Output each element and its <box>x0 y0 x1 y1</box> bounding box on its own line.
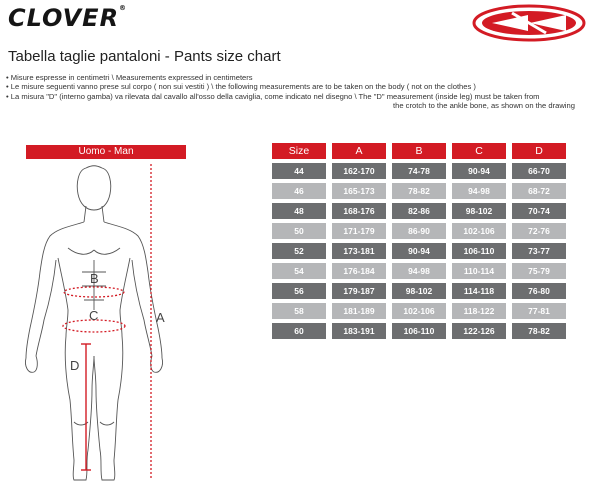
c-cell: 102-106 <box>452 223 506 239</box>
d-cell: 66-70 <box>512 163 566 179</box>
header-size: Size <box>272 143 326 159</box>
clover-emblem-icon <box>470 3 588 43</box>
b-cell: 98-102 <box>392 283 446 299</box>
label-d: D <box>70 358 80 373</box>
table-row <box>272 283 566 299</box>
header-b: B <box>392 143 446 159</box>
a-cell: 173-181 <box>332 243 386 259</box>
table-row <box>272 323 566 339</box>
b-cell: 82-86 <box>392 203 446 219</box>
table-row <box>272 223 566 239</box>
a-cell: 168-176 <box>332 203 386 219</box>
a-cell: 165-173 <box>332 183 386 199</box>
b-cell: 94-98 <box>392 263 446 279</box>
size-cell: 56 <box>272 283 326 299</box>
size-cell: 50 <box>272 223 326 239</box>
b-cell: 106-110 <box>392 323 446 339</box>
size-cell: 58 <box>272 303 326 319</box>
label-b: B <box>90 271 99 286</box>
table-header-row <box>272 143 566 159</box>
a-cell: 179-187 <box>332 283 386 299</box>
c-cell: 122-126 <box>452 323 506 339</box>
a-cell: 171-179 <box>332 223 386 239</box>
note-line: • Misure espresse in centimetri \ Measurements expressed in centimeters <box>6 73 253 82</box>
label-c: C <box>89 308 99 323</box>
page-title: Tabella taglie pantaloni - Pants size chart <box>8 48 281 65</box>
table-row <box>272 183 566 199</box>
label-a: A <box>156 310 165 325</box>
table-row <box>272 163 566 179</box>
measurement-notes <box>6 73 596 111</box>
size-cell: 48 <box>272 203 326 219</box>
c-cell: 90-94 <box>452 163 506 179</box>
d-cell: 77-81 <box>512 303 566 319</box>
note-line: • Le misure seguenti vanno prese sul corpo ( non sui vestiti ) \ the following measurements are to be taken on the body ( not on the clothes ) <box>6 82 476 92</box>
d-cell: 78-82 <box>512 323 566 339</box>
header-a: A <box>332 143 386 159</box>
figure-header: Uomo - Man <box>26 145 186 159</box>
c-cell: 114-118 <box>452 283 506 299</box>
a-cell: 183-191 <box>332 323 386 339</box>
size-cell: 44 <box>272 163 326 179</box>
d-cell: 68-72 <box>512 183 566 199</box>
clover-logo: CLOVER® <box>8 4 128 32</box>
body-figure <box>8 160 208 490</box>
c-cell: 94-98 <box>452 183 506 199</box>
table-row <box>272 243 566 259</box>
b-cell: 86-90 <box>392 223 446 239</box>
size-cell: 52 <box>272 243 326 259</box>
c-cell: 98-102 <box>452 203 506 219</box>
size-cell: 60 <box>272 323 326 339</box>
note-line: • La misura "D" (interno gamba) va rilevata dal cavallo all'osso della caviglia, come indicato nel disegno \ The "D" measurement (inside leg) must be taken from <box>6 91 540 101</box>
b-cell: 90-94 <box>392 243 446 259</box>
table-row <box>272 203 566 219</box>
header-c: C <box>452 143 506 159</box>
table-row <box>272 263 566 279</box>
c-cell: 118-122 <box>452 303 506 319</box>
d-cell: 73-77 <box>512 243 566 259</box>
a-cell: 162-170 <box>332 163 386 179</box>
d-cell: 75-79 <box>512 263 566 279</box>
d-cell: 72-76 <box>512 223 566 239</box>
size-cell: 54 <box>272 263 326 279</box>
b-cell: 102-106 <box>392 303 446 319</box>
a-cell: 176-184 <box>332 263 386 279</box>
table-row <box>272 303 566 319</box>
b-cell: 74-78 <box>392 163 446 179</box>
size-cell: 46 <box>272 183 326 199</box>
c-cell: 110-114 <box>452 263 506 279</box>
header-d: D <box>512 143 566 159</box>
c-cell: 106-110 <box>452 243 506 259</box>
a-cell: 181-189 <box>332 303 386 319</box>
d-cell: 70-74 <box>512 203 566 219</box>
b-cell: 78-82 <box>392 183 446 199</box>
note-line: the crotch to the ankle bone, as shown on the drawing <box>393 101 575 111</box>
size-table <box>266 139 572 343</box>
d-cell: 76-80 <box>512 283 566 299</box>
